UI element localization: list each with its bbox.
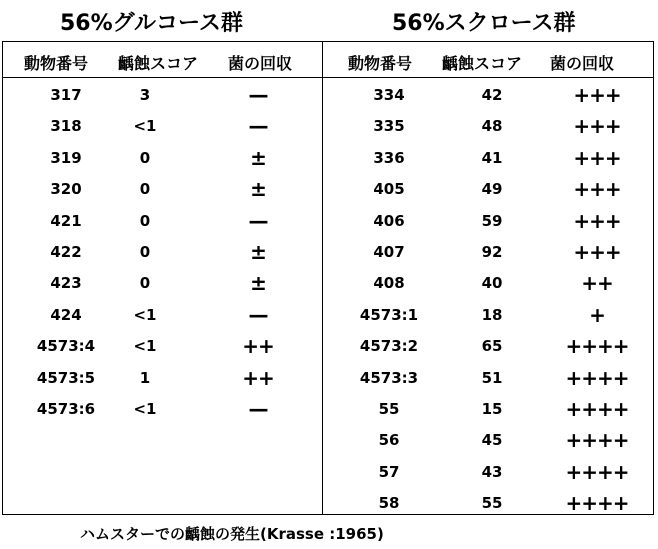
sucrose-score-cell: 18 bbox=[481, 305, 503, 324]
sucrose-animal-cell: 55 bbox=[378, 400, 400, 418]
sucrose-score-cell: 42 bbox=[481, 86, 503, 104]
glucose-score-cell: <1 bbox=[133, 305, 157, 324]
sucrose-recovery-cell: +++ bbox=[573, 114, 621, 139]
glucose-score-cell: 0 bbox=[139, 148, 151, 167]
sucrose-recovery-cell: ++++ bbox=[565, 334, 629, 359]
sucrose-score-cell: 15 bbox=[481, 400, 503, 418]
glucose-score-cell: 0 bbox=[139, 243, 151, 261]
sucrose-recovery-cell: +++ bbox=[573, 177, 621, 202]
glucose-score-cell: 0 bbox=[139, 180, 151, 199]
sucrose-animal-cell: 405 bbox=[373, 180, 405, 199]
glucose-caries-score-header: 齲蝕スコア bbox=[118, 54, 199, 73]
sucrose-score-cell: 59 bbox=[481, 211, 503, 230]
sucrose-score-cell: 55 bbox=[481, 494, 503, 513]
sucrose-recovery-cell: + bbox=[589, 302, 605, 327]
glucose-animal-cell: 422 bbox=[50, 243, 82, 261]
sucrose-recovery-cell: +++ bbox=[573, 145, 621, 170]
glucose-animal-cell: 319 bbox=[50, 148, 82, 167]
sucrose-animal-cell: 334 bbox=[373, 86, 405, 104]
glucose-score-cell: 0 bbox=[139, 274, 151, 293]
sucrose-recovery-cell: ++++ bbox=[565, 428, 629, 453]
glucose-score-cell: <1 bbox=[133, 337, 157, 356]
glucose-recovery-cell: — bbox=[248, 114, 268, 139]
sucrose-recovery-cell: ++++ bbox=[565, 365, 629, 390]
sucrose-recovery-cell: ++++ bbox=[565, 397, 629, 421]
glucose-animal-cell: 4573:6 bbox=[36, 400, 96, 418]
sucrose-score-cell: 65 bbox=[481, 337, 503, 356]
glucose-animal-cell: 317 bbox=[50, 86, 82, 104]
sucrose-animal-cell: 4573:3 bbox=[359, 368, 419, 387]
glucose-group-title: 56%グルコース群 bbox=[60, 11, 243, 36]
glucose-recovery-cell: ± bbox=[250, 271, 266, 296]
sucrose-animal-cell: 406 bbox=[373, 211, 405, 230]
glucose-score-cell: 3 bbox=[139, 86, 151, 104]
sucrose-animal-cell: 56 bbox=[378, 431, 400, 450]
glucose-animal-no-header: 動物番号 bbox=[24, 54, 89, 73]
sucrose-animal-cell: 4573:1 bbox=[359, 305, 419, 324]
sucrose-animal-cell: 57 bbox=[378, 462, 400, 481]
data-table bbox=[2, 41, 654, 515]
sucrose-score-cell: 48 bbox=[481, 117, 503, 136]
sucrose-recovery-cell: ++++ bbox=[565, 491, 629, 516]
sucrose-animal-cell: 408 bbox=[373, 274, 405, 293]
glucose-recovery-cell: ± bbox=[250, 145, 266, 170]
glucose-recovery-cell: ++ bbox=[242, 334, 274, 359]
glucose-recovery-cell: ± bbox=[250, 177, 266, 202]
sucrose-recovery-cell: +++ bbox=[573, 208, 621, 233]
glucose-recovery-cell: — bbox=[248, 83, 268, 107]
glucose-score-cell: 0 bbox=[139, 211, 151, 230]
sucrose-animal-no-header: 動物番号 bbox=[348, 54, 413, 73]
header-divider bbox=[2, 77, 654, 78]
sucrose-recovery-cell: ++ bbox=[581, 271, 613, 296]
glucose-recovery-cell: — bbox=[248, 397, 268, 421]
glucose-score-cell: <1 bbox=[133, 400, 157, 418]
glucose-animal-cell: 421 bbox=[50, 211, 82, 230]
sucrose-recovery-cell: ++++ bbox=[565, 459, 629, 484]
glucose-animal-cell: 4573:4 bbox=[36, 337, 96, 356]
sucrose-score-cell: 49 bbox=[481, 180, 503, 199]
sucrose-score-cell: 45 bbox=[481, 431, 503, 450]
sucrose-animal-cell: 336 bbox=[373, 148, 405, 167]
glucose-recovery-cell: ± bbox=[250, 240, 266, 264]
sucrose-caries-score-header: 齲蝕スコア bbox=[442, 54, 523, 73]
group-divider bbox=[322, 41, 323, 515]
glucose-animal-cell: 320 bbox=[50, 180, 82, 199]
glucose-animal-cell: 318 bbox=[50, 117, 82, 136]
glucose-animal-cell: 423 bbox=[50, 274, 82, 293]
figure-caption: ハムスターでの齲蝕の発生(Krasse :1965) bbox=[80, 525, 384, 543]
sucrose-animal-cell: 335 bbox=[373, 117, 405, 136]
sucrose-recovery-cell: +++ bbox=[573, 240, 621, 264]
glucose-bacteria-recovery-header: 菌の回収 bbox=[228, 54, 293, 73]
glucose-animal-cell: 4573:5 bbox=[36, 368, 96, 387]
sucrose-bacteria-recovery-header: 菌の回収 bbox=[550, 54, 615, 73]
sucrose-group-title: 56%スクロース群 bbox=[392, 11, 576, 36]
glucose-animal-cell: 424 bbox=[50, 305, 82, 324]
glucose-score-cell: <1 bbox=[133, 117, 157, 136]
sucrose-animal-cell: 4573:2 bbox=[359, 337, 419, 356]
sucrose-score-cell: 40 bbox=[481, 274, 503, 293]
sucrose-recovery-cell: +++ bbox=[573, 83, 621, 107]
sucrose-score-cell: 51 bbox=[481, 368, 503, 387]
glucose-recovery-cell: ++ bbox=[242, 365, 274, 390]
sucrose-score-cell: 92 bbox=[481, 243, 503, 261]
glucose-score-cell: 1 bbox=[139, 368, 151, 387]
sucrose-score-cell: 43 bbox=[481, 462, 503, 481]
glucose-recovery-cell: — bbox=[248, 208, 268, 233]
sucrose-animal-cell: 58 bbox=[378, 494, 400, 513]
sucrose-score-cell: 41 bbox=[481, 148, 503, 167]
glucose-recovery-cell: — bbox=[248, 302, 268, 327]
sucrose-animal-cell: 407 bbox=[373, 243, 405, 261]
